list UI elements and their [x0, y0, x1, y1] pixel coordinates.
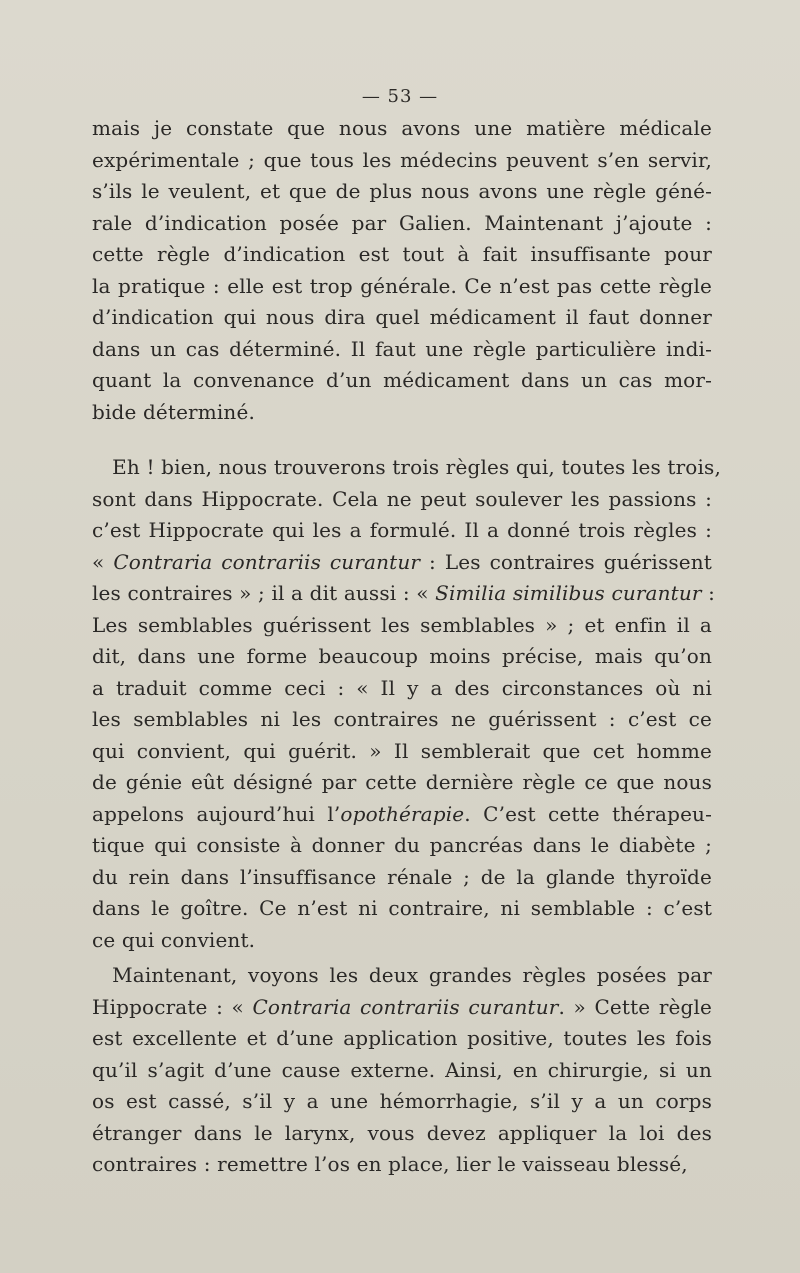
text-run: : [701, 581, 715, 605]
text-line [92, 1055, 712, 1087]
text-run: appelons aujourd’hui l’ [92, 801, 341, 826]
text-line [92, 578, 715, 610]
text-line [92, 302, 712, 334]
text-line [92, 960, 712, 992]
text-run: la pratique : elle est trop générale. Ce n’est pas cette règle [92, 273, 712, 298]
italic-phrase: Similia similibus curantur [435, 581, 702, 605]
text-run: c’est Hippocrate qui les a formulé. Il a donné trois règles : [92, 518, 712, 542]
text-line [92, 830, 712, 862]
text-line [92, 925, 712, 957]
text-line [92, 1086, 712, 1118]
text-run: dans un cas déterminé. Il faut une règle particulière indi- [92, 336, 712, 361]
text-line [92, 610, 712, 642]
text-run: a traduit comme ceci : « Il y a des circonstances où ni [92, 675, 712, 700]
italic-phrase: opothérapie [340, 801, 465, 826]
text-run: d’indication qui nous dira quel médicament il faut donner [92, 305, 712, 329]
text-line [92, 145, 712, 177]
italic-phrase: Contraria contrariis curantur [113, 549, 421, 574]
text-run: dit, dans une forme beaucoup moins précise, mais qu’on [92, 644, 712, 668]
text-run: . » Cette règle [558, 994, 712, 1019]
paragraph-3 [92, 960, 712, 1181]
text-line [92, 397, 712, 429]
text-run: « [92, 549, 114, 574]
text-run: Maintenant, voyons les deux grandes règles posées par [92, 963, 712, 987]
text-line [92, 799, 712, 831]
page-number: — 53 — [361, 86, 439, 107]
text-run: Les semblables guérissent les semblables » ; et enfin il a [92, 612, 712, 637]
text-run: ce qui convient. [92, 927, 256, 952]
text-line [92, 113, 712, 145]
text-line [92, 673, 712, 705]
text-run: rale d’indication posée par Galien. Maintenant j’ajoute : [92, 210, 712, 235]
text-line [92, 862, 712, 894]
paragraph-2 [92, 452, 721, 956]
text-run: de génie eût désigné par cette dernière règle ce que nous [92, 770, 712, 794]
text-run: qu’il s’agit d’une cause externe. Ainsi, en chirurgie, si un [92, 1057, 712, 1082]
text-line [92, 767, 712, 799]
text-run: mais je constate que nous avons une matière médicale [92, 116, 712, 140]
text-run: cette règle d’indication est tout à fait insuffisante pour [92, 242, 712, 266]
text-line [92, 1023, 712, 1055]
text-line [92, 176, 712, 208]
text-line [92, 736, 712, 768]
text-run: sont dans Hippocrate. Cela ne peut soulever les passions : [92, 486, 712, 511]
text-run: Eh ! bien, nous trouverons trois règles qui, toutes les trois, [92, 455, 721, 479]
text-run: qui convient, qui guérit. » Il semblerait que cet homme [92, 738, 712, 763]
text-run: quant la convenance d’un médicament dans un cas mor- [92, 368, 712, 392]
text-run: contraires : remettre l’os en place, lier le vaisseau blessé, [92, 1152, 688, 1176]
text-run: dans le goître. Ce n’est ni contraire, ni semblable : c’est [92, 896, 712, 920]
text-line [92, 1149, 712, 1181]
text-line [92, 704, 712, 736]
text-line [92, 239, 712, 271]
text-line [92, 208, 712, 240]
text-run: . C’est cette thérapeu- [464, 801, 712, 826]
text-run: Hippocrate : « [92, 994, 253, 1019]
text-line [92, 893, 712, 925]
text-line [92, 547, 712, 579]
text-line [92, 641, 712, 673]
text-line [92, 992, 712, 1024]
paragraph-1 [92, 113, 712, 428]
italic-phrase: Contraria contrariis curantur [252, 994, 559, 1019]
text-line [92, 484, 712, 516]
text-run: expérimentale ; que tous les médecins peuvent s’en servir, [92, 147, 712, 172]
text-run: est excellente et d’une application positive, toutes les fois [92, 1026, 712, 1050]
text-line [92, 271, 712, 303]
text-run: bide déterminé. [92, 399, 255, 424]
text-run: os est cassé, s’il y a une hémorrhagie, s’il y a un corps [92, 1089, 712, 1113]
text-run: les semblables ni les contraires ne guérissent : c’est ce [92, 707, 712, 731]
text-line [92, 1118, 712, 1150]
text-run: du rein dans l’insuffisance rénale ; de la glande thyroïde [92, 864, 712, 889]
text-line [92, 515, 712, 547]
text-run: : Les contraires guérissent [420, 549, 712, 574]
text-run: s’ils le veulent, et que de plus nous avons une règle géné- [92, 179, 712, 203]
text-run: tique qui consiste à donner du pancréas dans le diabète ; [92, 833, 712, 857]
text-line [92, 365, 712, 397]
text-line [92, 452, 721, 484]
text-line [92, 334, 712, 366]
text-run: les contraires » ; il a dit aussi : « [92, 581, 436, 605]
text-run: étranger dans le larynx, vous devez appliquer la loi des [92, 1120, 712, 1145]
